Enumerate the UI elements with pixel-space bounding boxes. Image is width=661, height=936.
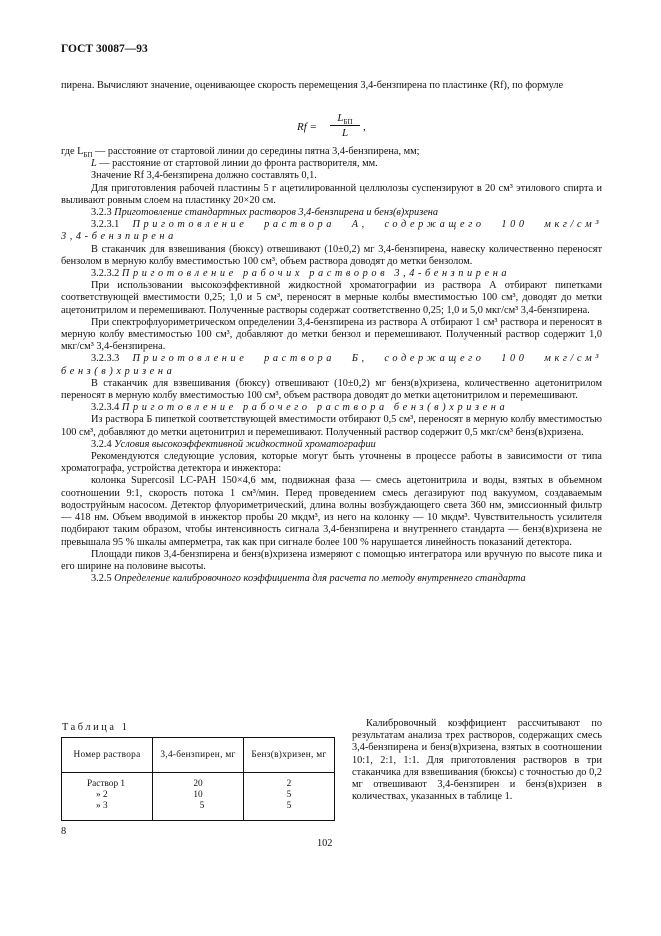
main-text-block — [61, 146, 602, 585]
section-3-2-3-3-text: В стаканчик для взвешивания (бюксу) отвешивают (10±0,2) мг бенз(в)хризена, количественно ацетонитрилом переносят в мерную колбу вместимостью 100 см³, объем раствора доводят до метки ацетонитрилом и перемешивают. — [61, 377, 602, 402]
section-3-2-4-text1: Рекомендуются следующие условия, которые могут быть уточнены в процессе работы в зависимости от типа хроматографа, устройства детектора и инжектора: — [61, 451, 602, 475]
paragraph-pyrene: пирена. Вычисляют значение, оценивающее скорость перемещения 3,4-бензпирена по пластинке (Rf), по формуле — [61, 80, 564, 91]
table-1 — [61, 737, 335, 821]
section-3-2-5-text-column — [352, 718, 602, 803]
table-header-cell: Бенз(в)хризен, мг — [244, 738, 335, 773]
rf-value: Значение Rf 3,4-бензпирена должно составлять 0,1. — [91, 170, 317, 182]
section-3-2-3: 3.2.3 Приготовление стандартных растворов 3,4-бензпирена и бенз(в)хризена — [91, 207, 439, 219]
table-cell: Раствор 1 » 2 » 3 — [62, 773, 153, 821]
page-number-center: 102 — [317, 838, 333, 849]
formula-fraction — [330, 112, 360, 139]
formula-denominator: L — [341, 127, 349, 140]
plate-prep: Для приготовления рабочей пластины 5 г ацетилированной целлюлозы суспензируют в 20 см³ этилового спирта и выливают ровным слоем на пластинку 20×20 см. — [61, 182, 602, 206]
page-number-left: 8 — [61, 826, 67, 837]
table-cell: 2 5 5 — [244, 773, 335, 821]
where-line-2: L — расстояние от стартовой линии до фронта растворителя, мм. — [91, 158, 378, 170]
table-1-caption: Таблица 1 — [62, 722, 130, 733]
formula-comma: , — [363, 121, 366, 133]
section-3-2-5: 3.2.5 Определение калибровочного коэффициента для расчета по методу внутреннего стандарта — [91, 573, 526, 585]
section-3-2-3-3-title: 3.2.3.3 Приготовление раствора Б, содержащего 100 мкг/см³ — [91, 353, 602, 365]
main-text-block-top — [61, 80, 602, 92]
section-3-2-3-2-text2: При спектрофлуориметрическом определении 3,4-бензпирена из раствора А отбирают 1 см³ раствора и переносят в мерную колбу вместимостью 100 см³, добавляют до метки бензол и перемешивают. Полученный раствор содержит 1,0 мкг/см³ 3,4-бензпирена. — [61, 316, 602, 353]
section-3-2-3-4-text: Из раствора Б пипеткой соответствующей вместимости отбирают 0,5 см³, переносят в мерную колбу вместимостью 100 см³, добавляют до метки ацетонитрил и перемешивают. Полученный раствор содержит 0,5 мкг/см³ бенз(в)хризена. — [61, 414, 602, 438]
formula-numerator: $L_{БП}$ — [330, 112, 360, 126]
section-3-2-5-text: Калибровочный коэффициент рассчитывают по результатам анализа трех растворов, содержащих смесь 3,4-бензпирена и бенз(в)хризена, взятых в соотношении 10:1, 2:1, 1:1. Для приготовления растворов в три стаканчика для взвешивания (бюксы) с точностью до 0,2 мг отвешивают 3,4-бензпирен и бенз(в)хризен в количествах, указанных в таблице 1. — [352, 718, 602, 803]
section-3-2-3-4-title: 3.2.3.4 Приготовление рабочего раствора бенз(в)хризена — [91, 402, 509, 414]
table-row — [62, 773, 335, 821]
table-cell: 20 10 5 — [153, 773, 244, 821]
section-3-2-3-3-title-cont: бенз(в)хризена — [61, 365, 176, 377]
where-line-1: где $L_{БП}$ — расстояние от стартовой линии до середины пятна 3,4-бензпирена, мм; — [61, 146, 420, 160]
section-3-2-3-1-title: 3.2.3.1 Приготовление раствора А, содержащего 100 мкг/см³ — [91, 219, 603, 231]
standard-header: ГОСТ 30087—93 — [61, 43, 148, 55]
section-3-2-3-1-title-cont: 3,4-бензпирена — [61, 231, 177, 243]
section-3-2-3-1-text: В стаканчик для взвешивания (бюксу) отвешивают (10±0,2) мг 3,4-бензпирена, навеску количественно переносят бензолом в мерную колбу вместимостью 100 см³, объем раствора доводят до метки бензолом. — [61, 243, 602, 267]
section-3-2-3-2-text1: При использовании высокоэффективной жидкостной хроматографии из раствора А отбирают пипетками соответствующей вместимости 0,25; 1,0 и 5 см³, переносят в мерные колбы вместимостью 100 см³, доводят до метки ацетонитрилом и перемешивают. Полученные растворы содержат соответственно 0,25; 1,0 и 5,0 мкг/см³ 3,4-бензпирена. — [61, 280, 602, 316]
table-header-row — [62, 738, 335, 773]
table-header-cell: Номер раствора — [62, 738, 153, 773]
section-3-2-4-text3: Площади пиков 3,4-бензпирена и бенз(в)хризена измеряют с помощью интегратора или вручную по высоте пика и его ширине на половине высоты. — [61, 548, 602, 572]
section-3-2-4-text2: колонка Supercosil LC-PAH 150×4,6 мм, подвижная фаза — смесь ацетонитрила и воды, взятых в объемном соотношении 9:1, скорость потока 1 см³/мин. Перед проведением смесь дегазируют под вакуумом, создаваемым водоструйным насосом. Детектор флуориметрический, длина волны возбуждающего света 360 нм, эмиссионный фильтр — 418 нм. Объем вводимой в инжектор пробы 20 мкдм³, из него на колонку — 10 мкдм³. Чувствительность усилителя подбирают таким образом, чтобы интенсивность сигнала 3,4-бензпирена и внутреннего стандарта — бенз(в)хризена не превышала 95 % шкалы амперметра, так как при сигнале более 100 % нарушается линейность показаний детектора. — [61, 475, 602, 548]
section-3-2-3-2-title: 3.2.3.2 Приготовление рабочих растворов 3,4-бензпирена — [91, 268, 511, 280]
formula-lhs: Rf = — [297, 121, 317, 133]
section-3-2-4: 3.2.4 Условия высокоэффективной жидкостной хроматографии — [91, 438, 376, 450]
table-header-cell: 3,4-бензпирен, мг — [153, 738, 244, 773]
